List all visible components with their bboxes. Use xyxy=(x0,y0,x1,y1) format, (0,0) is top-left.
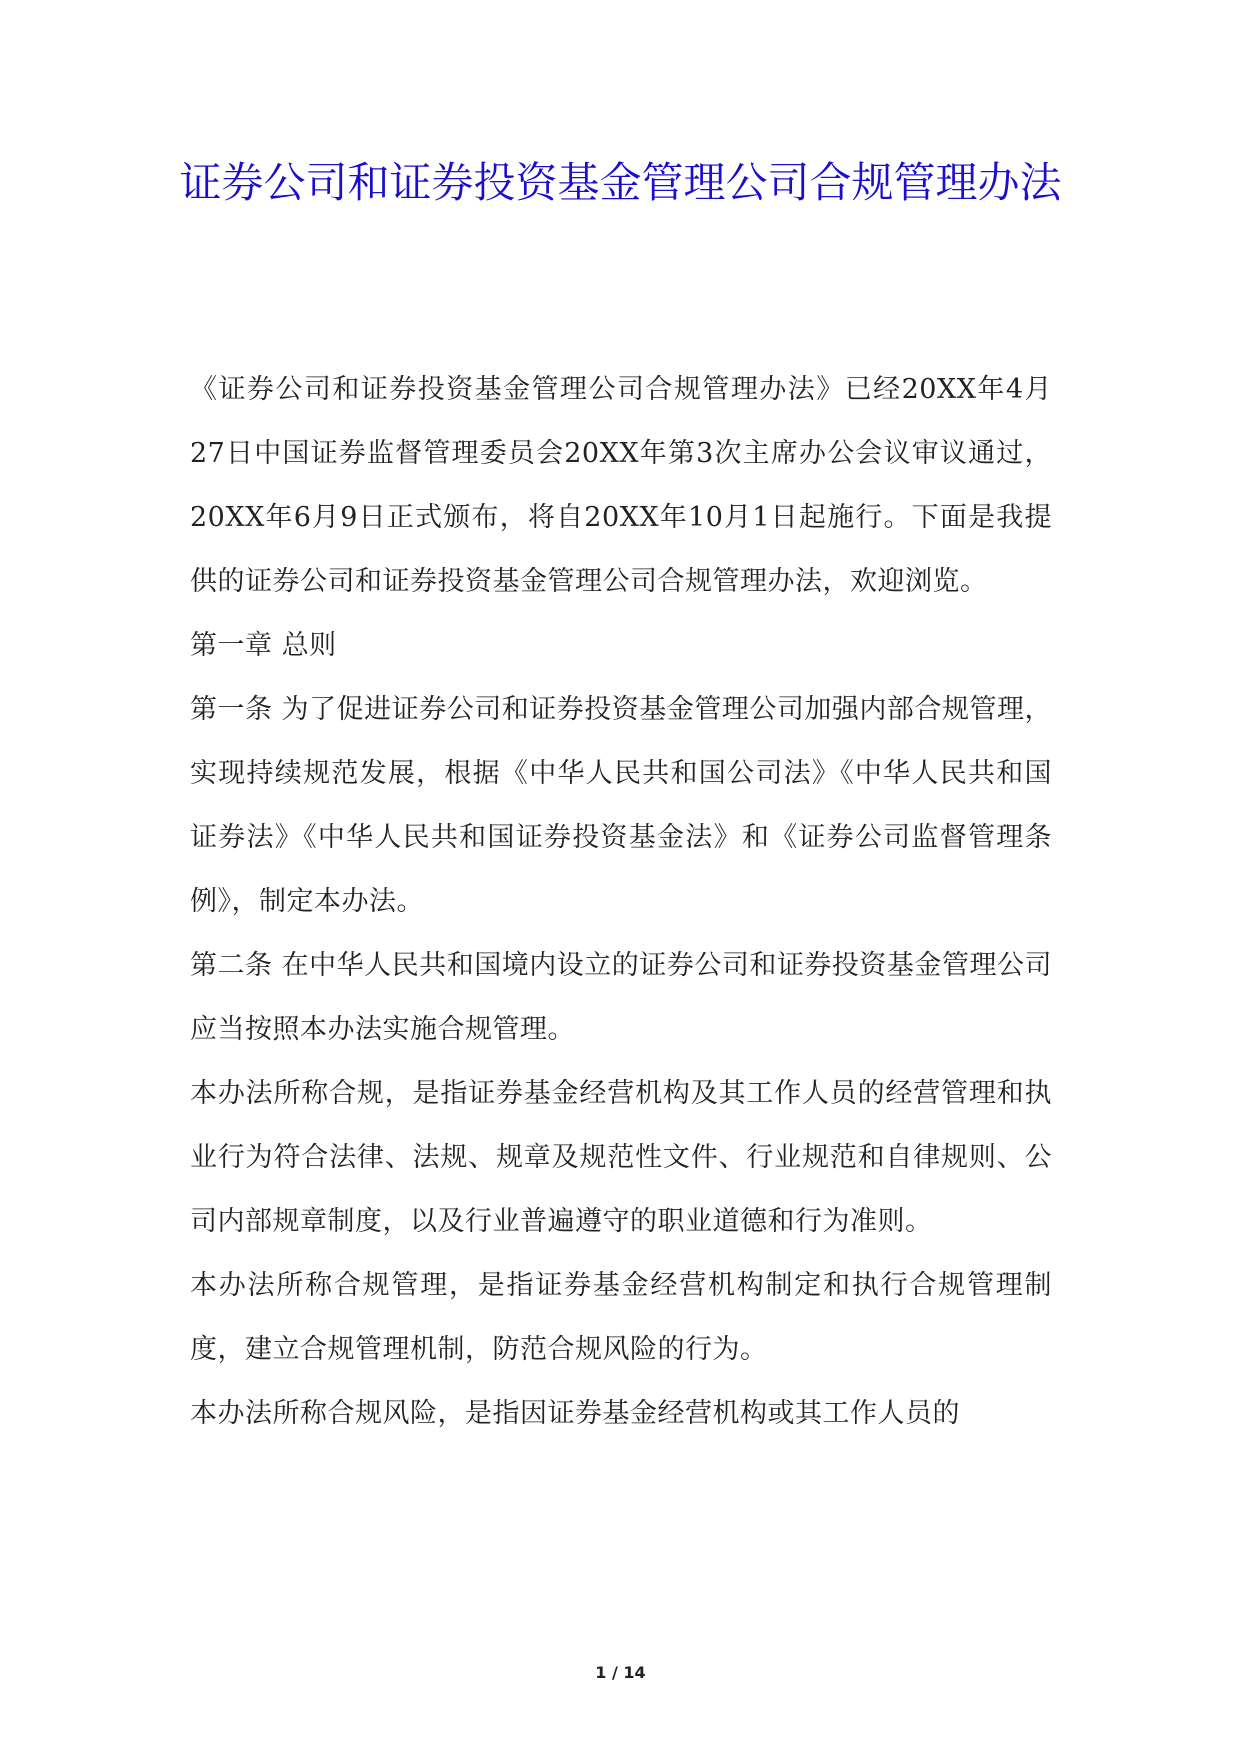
chapter-heading: 第一章 总则 xyxy=(190,630,337,661)
compliance-management-definition-paragraph: 本办法所称合规管理，是指证券基金经营机构制定和执行合规管理制度，建立合规管理机制，防范合规风险的行为。 xyxy=(190,1270,1052,1365)
article-1-paragraph: 第一条 为了促进证券公司和证券投资基金管理公司加强内部合规管理，实现持续规范发展，根据《中华人民共和国公司法》《中华人民共和国证券法》《中华人民共和国证券投资基金法》和《证券公司监督管理条例》，制定本办法。 xyxy=(190,694,1052,917)
page-number: 1 / 14 xyxy=(595,1663,646,1682)
compliance-definition-paragraph: 本办法所称合规，是指证券基金经营机构及其工作人员的经营管理和执业行为符合法律、法规、规章及规范性文件、行业规范和自律规则、公司内部规章制度，以及行业普遍遵守的职业道德和行为准则。 xyxy=(190,1078,1052,1237)
document-body xyxy=(190,358,1052,1446)
article-2-paragraph: 第二条 在中华人民共和国境内设立的证券公司和证券投资基金管理公司应当按照本办法实施合规管理。 xyxy=(190,950,1052,1045)
intro-paragraph: 《证券公司和证券投资基金管理公司合规管理办法》已经20XX年4月27日中国证券监督管理委员会20XX年第3次主席办公会议审议通过，20XX年6月9日正式颁布，将自20XX年10月1日起施行。下面是我提供的证券公司和证券投资基金管理公司合规管理办法，欢迎浏览。 xyxy=(190,374,1052,597)
page-title: 证券公司和证券投资基金管理公司合规管理办法 xyxy=(179,158,1062,207)
compliance-risk-definition-paragraph: 本办法所称合规风险，是指因证券基金经营机构或其工作人员的 xyxy=(190,1398,960,1429)
